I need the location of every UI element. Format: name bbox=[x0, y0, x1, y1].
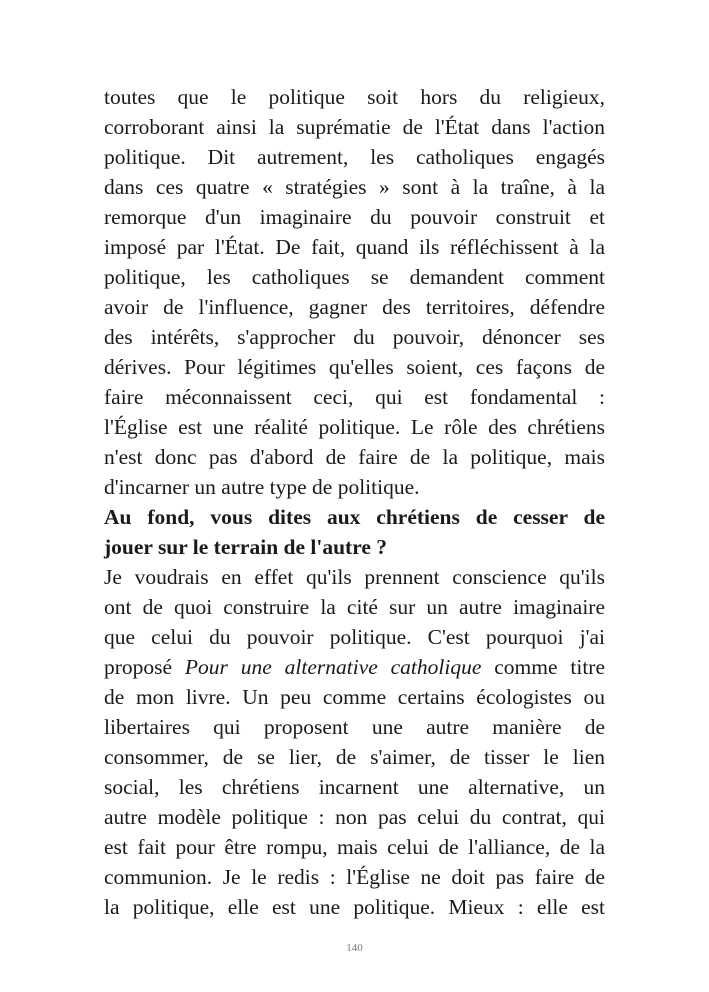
question-line: jouer sur le terrain de l'autre ? bbox=[104, 535, 388, 559]
paragraph-1 bbox=[104, 82, 605, 502]
text-line: remorque d'un imaginaire du pouvoir construit et bbox=[104, 205, 605, 229]
text-line: ont de quoi construire la cité sur un autre imaginaire bbox=[104, 595, 605, 619]
text-line: avoir de l'influence, gagner des territoires, défendre bbox=[104, 295, 605, 319]
text-line-with-title bbox=[104, 652, 605, 682]
page-number: 140 bbox=[346, 942, 363, 954]
text-line: imposé par l'État. De fait, quand ils réfléchissent à la bbox=[104, 235, 605, 259]
text-line: des intérêts, s'approcher du pouvoir, dénoncer ses bbox=[104, 325, 605, 349]
text-line: politique, les catholiques se demandent comment bbox=[104, 265, 605, 289]
text-line: la politique, elle est une politique. Mieux : elle est bbox=[104, 895, 605, 919]
interview-question bbox=[104, 502, 605, 562]
text-line: consommer, de se lier, de s'aimer, de tisser le lien bbox=[104, 745, 605, 769]
text-fragment: proposé bbox=[104, 655, 185, 679]
text-line: dérives. Pour légitimes qu'elles soient, ces façons de bbox=[104, 355, 605, 379]
text-line: est fait pour être rompu, mais celui de l'alliance, de la bbox=[104, 835, 605, 859]
interview-answer bbox=[104, 562, 605, 922]
text-line: dans ces quatre « stratégies » sont à la traîne, à la bbox=[104, 175, 605, 199]
text-line: que celui du pouvoir politique. C'est pourquoi j'ai bbox=[104, 625, 605, 649]
text-line: faire méconnaissent ceci, qui est fondamental : bbox=[104, 385, 605, 409]
text-line: autre modèle politique : non pas celui du contrat, qui bbox=[104, 805, 605, 829]
text-line: l'Église est une réalité politique. Le rôle des chrétiens bbox=[104, 415, 605, 439]
text-line: n'est donc pas d'abord de faire de la politique, mais bbox=[104, 445, 605, 469]
page-body bbox=[104, 82, 605, 922]
text-line: communion. Je le redis : l'Église ne doit pas faire de bbox=[104, 865, 605, 889]
text-line: de mon livre. Un peu comme certains écologistes ou bbox=[104, 685, 605, 709]
text-line: toutes que le politique soit hors du religieux, bbox=[104, 85, 605, 109]
text-line: politique. Dit autrement, les catholiques engagés bbox=[104, 145, 605, 169]
text-line: d'incarner un autre type de politique. bbox=[104, 475, 420, 499]
book-title: Pour une alternative catholique bbox=[184, 655, 482, 679]
text-line: corroborant ainsi la suprématie de l'État dans l'action bbox=[104, 115, 605, 139]
question-line: Au fond, vous dites aux chrétiens de cesser de bbox=[104, 505, 605, 529]
text-line: social, les chrétiens incarnent une alternative, un bbox=[104, 775, 605, 799]
text-line: libertaires qui proposent une autre manière de bbox=[104, 715, 605, 739]
text-fragment: comme titre bbox=[481, 655, 606, 679]
text-line: Je voudrais en effet qu'ils prennent conscience qu'ils bbox=[104, 565, 605, 589]
